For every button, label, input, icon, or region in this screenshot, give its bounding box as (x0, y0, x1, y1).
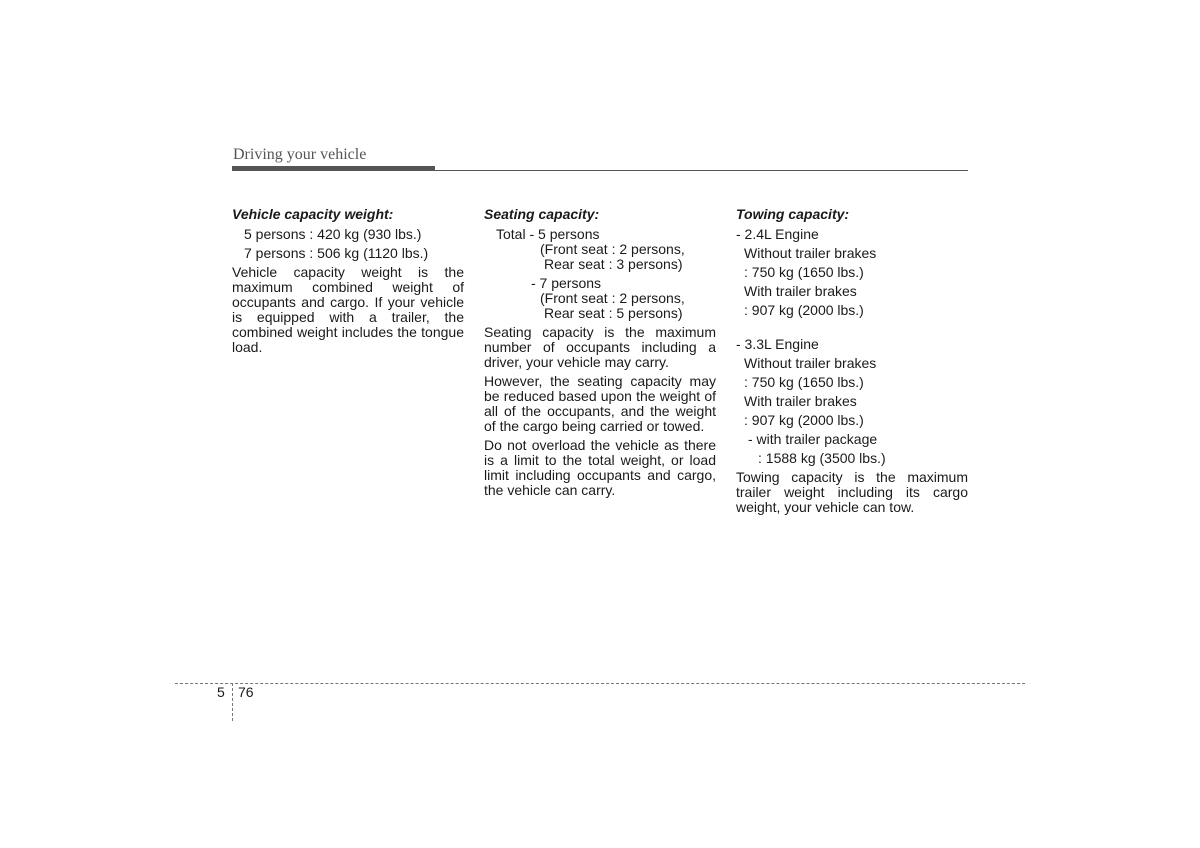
towing-capacity-heading: Towing capacity: (736, 206, 850, 222)
section-title: Driving your vehicle (233, 146, 367, 163)
engine-33l-with-brakes: With trailer brakes (744, 393, 857, 409)
seating-rear-5: Rear seat : 3 persons) (544, 256, 683, 272)
footer-divider (232, 683, 233, 721)
engine-33l-with-brakes-value: : 907 kg (2000 lbs.) (744, 412, 864, 428)
header-bar (232, 166, 435, 171)
column-towing-capacity (736, 207, 968, 519)
seating-total-5: Total - 5 persons (496, 226, 600, 242)
engine-33l: - 3.3L Engine (736, 336, 819, 352)
seating-total-7: - 7 persons (531, 275, 602, 291)
seating-front-5: (Front seat : 2 persons, (540, 241, 685, 257)
vehicle-capacity-heading: Vehicle capacity weight: (232, 206, 394, 222)
engine-33l-without-brakes: Without trailer brakes (744, 355, 877, 371)
capacity-7-persons: 7 persons : 506 kg (1120 lbs.) (244, 245, 429, 261)
page-number: 76 (238, 684, 254, 700)
engine-24l-without-brakes-value: : 750 kg (1650 lbs.) (744, 264, 864, 280)
column-seating-capacity (484, 207, 716, 502)
seating-description-3: Do not overload the vehicle as there is a limit to the total weight, or load limit including occupants and cargo, the vehicle can carry. (484, 437, 716, 498)
engine-24l-with-brakes-value: : 907 kg (2000 lbs.) (744, 302, 864, 318)
engine-33l-trailer-package: - with trailer package (748, 431, 878, 447)
column-vehicle-capacity (232, 207, 464, 359)
seating-capacity-heading: Seating capacity: (484, 206, 600, 222)
chapter-number: 5 (217, 684, 225, 700)
towing-description: Towing capacity is the maximum trailer weight including its cargo weight, your vehicle can tow. (736, 469, 968, 515)
vehicle-capacity-description: Vehicle capacity weight is the maximum combined weight of occupants and cargo. If your vehicle is equipped with a trailer, the combined weight includes the tongue load. (232, 264, 464, 355)
seating-rear-7: Rear seat : 5 persons) (544, 305, 683, 321)
engine-33l-without-brakes-value: : 750 kg (1650 lbs.) (744, 374, 864, 390)
engine-24l: - 2.4L Engine (736, 226, 819, 242)
header-rule (435, 170, 968, 171)
engine-24l-with-brakes: With trailer brakes (744, 283, 857, 299)
engine-33l-trailer-package-value: : 1588 kg (3500 lbs.) (758, 450, 886, 466)
seating-front-7: (Front seat : 2 persons, (540, 290, 685, 306)
seating-description-1: Seating capacity is the maximum number of occupants including a driver, your vehicle may carry. (484, 324, 716, 370)
footer-rule (175, 683, 1025, 684)
capacity-5-persons: 5 persons : 420 kg (930 lbs.) (244, 226, 422, 242)
engine-24l-without-brakes: Without trailer brakes (744, 245, 877, 261)
seating-description-2: However, the seating capacity may be reduced based upon the weight of all of the occupants, and the weight of the cargo being carried or towed. (484, 373, 716, 434)
